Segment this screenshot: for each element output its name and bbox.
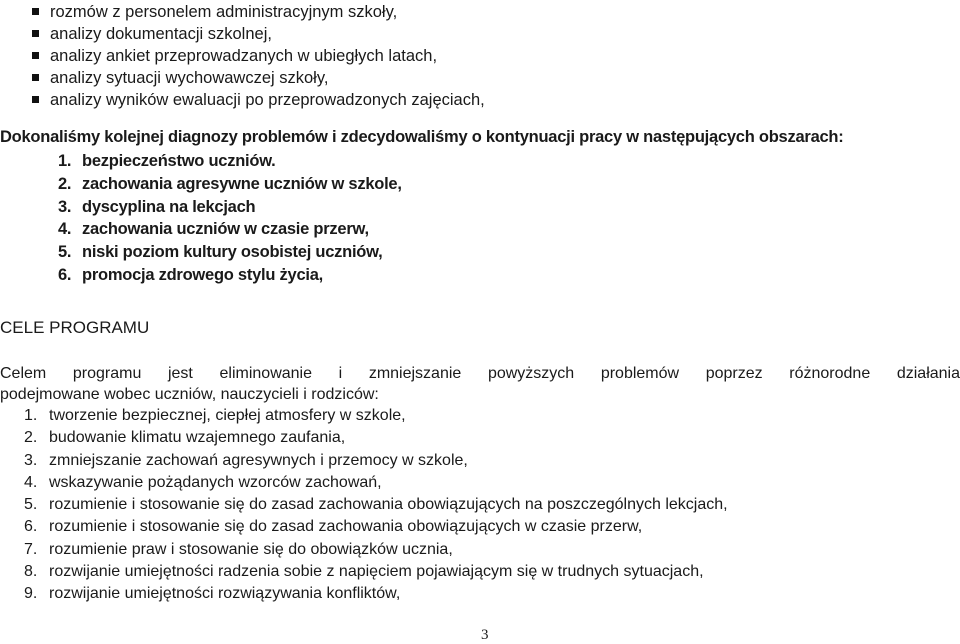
item-text: tworzenie bezpiecznej, ciepłej atmosfery w szkole, [49,407,406,424]
bullet-item [32,89,485,111]
item-text: zachowania uczniów w czasie przerw, [82,220,369,239]
section-heading: CELE PROGRAMU [0,318,150,337]
bullet-text: analizy sytuacji wychowawczej szkoły, [50,69,329,87]
item-text: wskazywanie pożądanych wzorców zachowań, [49,473,382,491]
item-number: 4. [24,473,38,491]
item-number: 7. [24,540,38,558]
list-item [24,561,728,583]
square-bullet-icon [32,96,39,103]
list-item [24,450,728,472]
item-number: 6. [24,518,38,536]
item-number: 2. [24,429,38,447]
list-item [58,241,402,264]
diagnosis-intro: Dokonaliśmy kolejnej diagnozy problemów i zdecydowaliśmy o kontynuacji pracy w następujących obszarach: [0,128,844,146]
list-item [58,218,402,241]
method-bullet-list [32,1,485,111]
paragraph-line: Celem programu jest eliminowanie i zmniejszanie powyższych problemów poprzez różnorodne działania [0,365,960,382]
list-item [24,427,728,449]
bullet-item [32,1,485,23]
bullet-item [32,45,485,67]
item-number: 3. [58,197,72,216]
square-bullet-icon [32,30,39,37]
list-item [24,405,728,427]
list-item [58,196,402,219]
item-number: 3. [24,451,38,469]
problem-area-list [58,150,402,287]
list-item [24,583,728,605]
item-text: budowanie klimatu wzajemnego zaufania, [49,429,346,447]
item-text: zachowania agresywne uczniów w szkole, [82,174,402,193]
item-number: 4. [58,220,72,239]
item-number: 2. [58,174,72,193]
item-number: 5. [58,243,72,262]
item-number: 8. [24,563,38,581]
item-number: 6. [58,265,72,284]
program-goals-list [24,405,728,606]
bullet-item [32,23,485,45]
bullet-text: analizy dokumentacji szkolnej, [50,25,272,43]
list-item [24,539,728,561]
item-text: rozwijanie umiejętności radzenia sobie z napięciem pojawiającym się w trudnych sytuacjach, [49,563,704,581]
list-item [24,494,728,516]
bullet-item [32,67,485,89]
item-text: rozumienie praw i stosowanie się do obowiązków ucznia, [49,540,453,558]
list-item [24,516,728,538]
list-item [58,264,402,287]
bullet-text: rozmów z personelem administracyjnym szkoły, [50,3,398,21]
item-text: rozwijanie umiejętności rozwiązywania konfliktów, [49,585,401,603]
list-item [58,150,402,173]
list-item [58,173,402,196]
square-bullet-icon [32,52,39,59]
item-number: 9. [24,585,38,603]
item-text: rozumienie i stosowanie się do zasad zachowania obowiązujących w czasie przerw, [49,518,643,536]
bullet-text: analizy ankiet przeprowadzanych w ubiegłych latach, [50,47,438,65]
item-number: 1. [58,152,72,170]
item-number: 1. [24,407,38,424]
item-number: 5. [24,496,38,514]
square-bullet-icon [32,8,39,15]
item-text: zmniejszanie zachowań agresywnych i przemocy w szkole, [49,451,468,469]
page-number: 3 [481,627,489,643]
bullet-text: analizy wyników ewaluacji po przeprowadzonych zajęciach, [50,91,485,109]
square-bullet-icon [32,74,39,81]
item-text: bezpieczeństwo uczniów. [82,152,276,170]
item-text: rozumienie i stosowanie się do zasad zachowania obowiązujących na poszczególnych lekcjach, [49,496,728,514]
program-paragraph [0,363,960,405]
list-item [24,472,728,494]
item-text: niski poziom kultury osobistej uczniów, [82,243,383,262]
item-text: promocja zdrowego stylu życia, [82,265,323,284]
item-text: dyscyplina na lekcjach [82,197,256,216]
paragraph-line: podejmowane wobec uczniów, nauczycieli i rodziców: [0,386,379,403]
